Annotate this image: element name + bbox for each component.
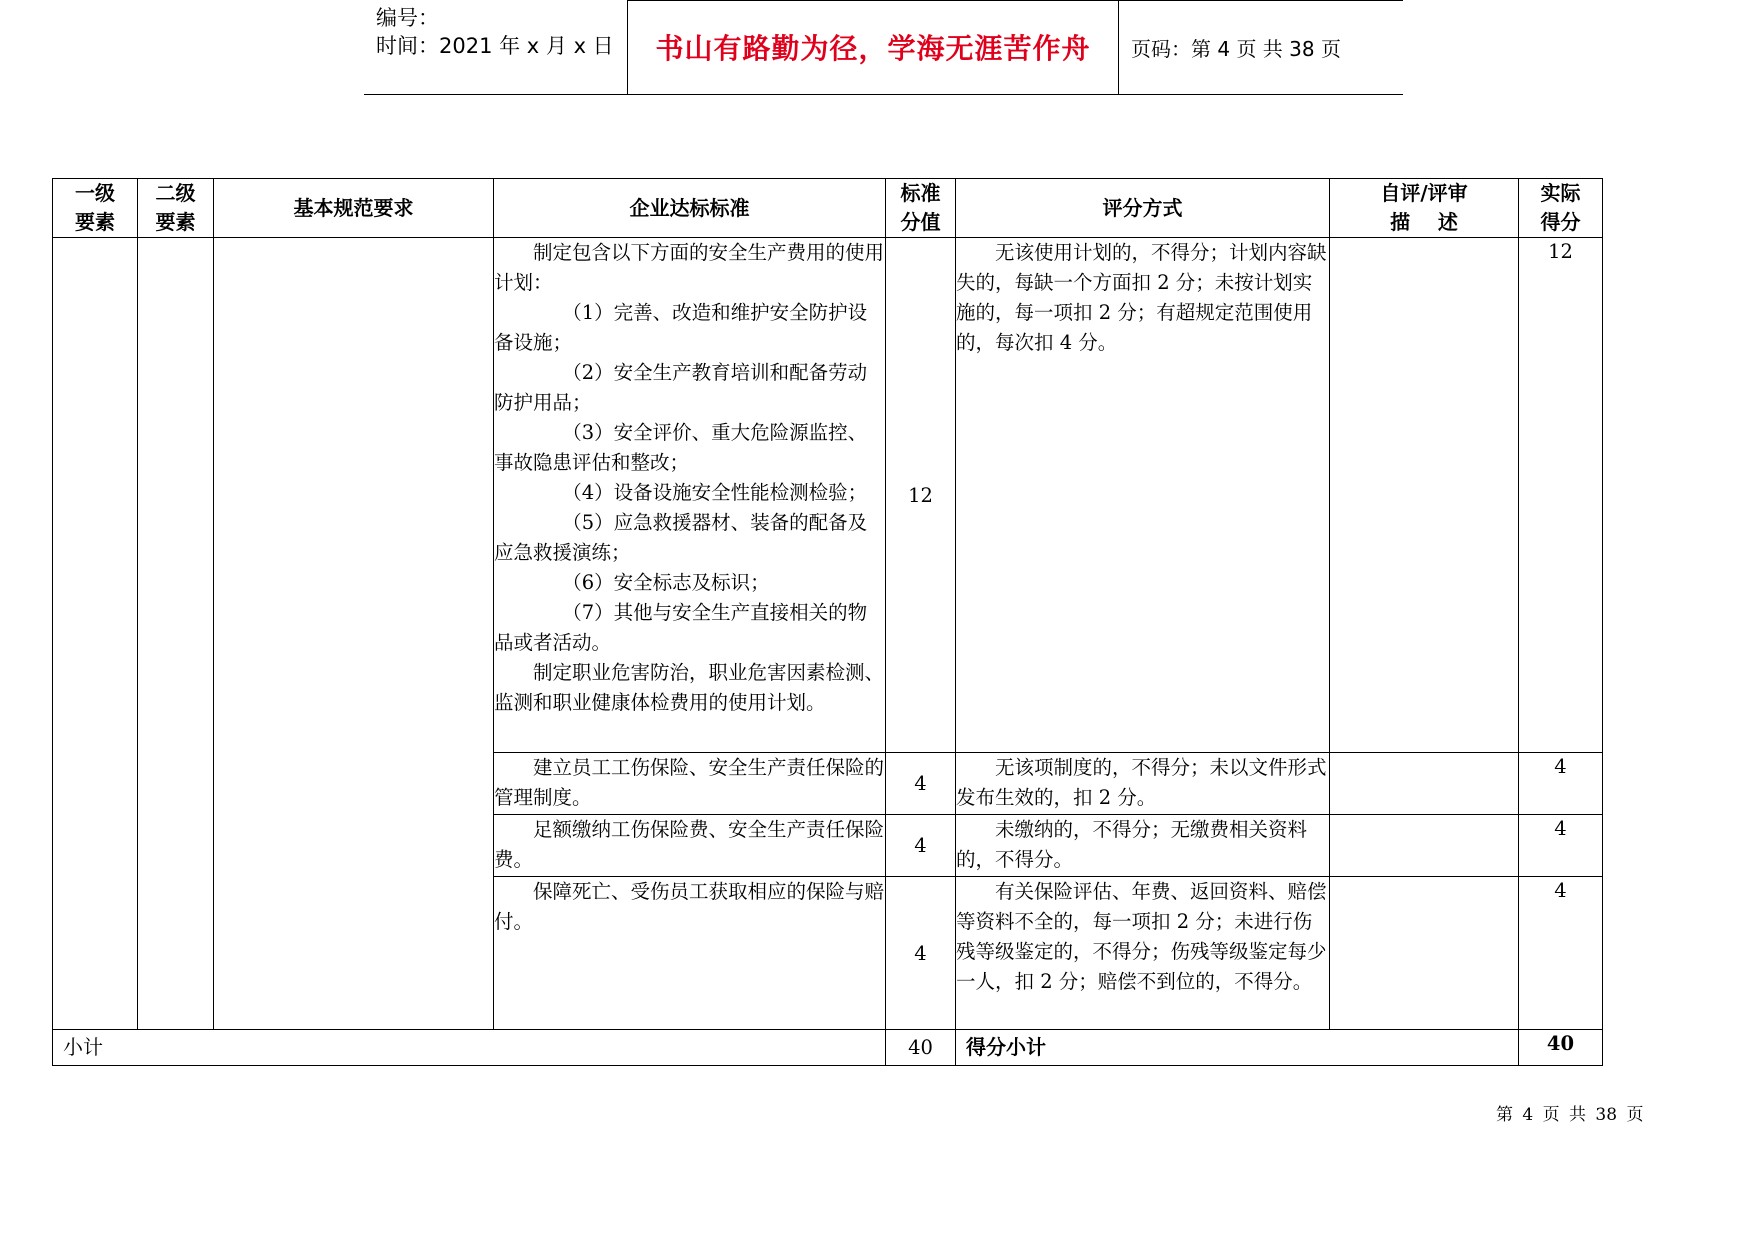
review-description-cell — [1330, 238, 1519, 753]
standard-text: （5）应急救援器材、装备的配备及应急救援演练； — [494, 511, 868, 564]
standard-cell — [494, 753, 886, 815]
standard-text: 制定包含以下方面的安全生产费用的使用计划： — [494, 241, 885, 294]
standard-value: 4 — [886, 815, 956, 877]
standard-text: （2）安全生产教育培训和配备劳动防护用品； — [494, 361, 868, 414]
col-header-review-description: 自评/评审 描 述 — [1330, 179, 1519, 238]
scoring-method-cell — [956, 753, 1330, 815]
scoring-method-text: 有关保险评估、年费、返回资料、赔偿等资料不全的，每一项扣 2 分；未进行伤残等级鉴定的，不得分；伤残等级鉴定每少一人，扣 2 分；赔偿不到位的，不得分。 — [956, 880, 1327, 993]
actual-score: 4 — [1519, 877, 1603, 1030]
subtotal-value: 40 — [886, 1030, 956, 1066]
page-header — [364, 0, 1403, 95]
col-header-basic-requirement: 基本规范要求 — [214, 179, 494, 238]
standard-cell — [494, 815, 886, 877]
standard-text: （4）设备设施安全性能检测检验； — [562, 481, 868, 504]
standard-cell — [494, 238, 886, 753]
standard-text: 足额缴纳工伤保险费、安全生产责任保险费。 — [494, 818, 885, 871]
standard-text: 制定职业危害防治，职业危害因素检测、监测和职业健康体检费用的使用计划。 — [494, 661, 885, 714]
score-subtotal-label: 得分小计 — [956, 1030, 1519, 1066]
scoring-method-cell — [956, 877, 1330, 1030]
standard-cell — [494, 877, 886, 1030]
col-header-standard-value: 标准 分值 — [886, 179, 956, 238]
standard-text: （6）安全标志及标识； — [562, 571, 770, 594]
document-number-label: 编号： — [376, 6, 439, 30]
col-header-enterprise-standard: 企业达标标准 — [494, 179, 886, 238]
header-motto: 书山有路勤为径，学海无涯苦作舟 — [655, 32, 1091, 65]
actual-score: 12 — [1519, 238, 1603, 753]
standard-text: （1）完善、改造和维护安全防护设备设施； — [494, 301, 868, 354]
standard-text: 保障死亡、受伤员工获取相应的保险与赔付。 — [494, 880, 885, 933]
review-description-cell — [1330, 877, 1519, 1030]
level1-cell — [53, 238, 138, 1030]
subtotal-row — [53, 1030, 1603, 1066]
review-description-cell — [1330, 815, 1519, 877]
scoring-method-text: 未缴纳的，不得分；无缴费相关资料的，不得分。 — [956, 818, 1308, 871]
standard-value: 12 — [886, 238, 956, 753]
standard-value: 4 — [886, 753, 956, 815]
scoring-method-text: 无该使用计划的，不得分；计划内容缺失的，每缺一个方面扣 2 分；未按计划实施的，每一项扣 2 分；有超规定范围使用的，每次扣 4 分。 — [956, 241, 1327, 354]
col-header-level2: 二级 要素 — [138, 179, 214, 238]
header-page-number: 页码：第 4 页 共 38 页 — [1131, 36, 1341, 61]
review-description-cell — [1330, 753, 1519, 815]
col-header-level1: 一级 要素 — [53, 179, 138, 238]
col-header-scoring-method: 评分方式 — [956, 179, 1330, 238]
standard-value: 4 — [886, 877, 956, 1030]
table-header-row — [53, 179, 1603, 238]
header-divider — [1118, 0, 1119, 94]
evaluation-table — [52, 178, 1603, 1066]
standard-text: （3）安全评价、重大危险源监控、事故隐患评估和整改； — [494, 421, 868, 474]
standard-text: （7）其他与安全生产直接相关的物品或者活动。 — [494, 601, 868, 654]
page-footer-number: 第 4 页 共 38 页 — [1496, 1105, 1644, 1125]
actual-score: 4 — [1519, 815, 1603, 877]
document-date: 时间：2021 年 x 月 x 日 — [376, 34, 614, 58]
scoring-method-cell — [956, 815, 1330, 877]
subtotal-label: 小计 — [53, 1030, 886, 1066]
scoring-method-text: 无该项制度的，不得分；未以文件形式发布生效的，扣 2 分。 — [956, 756, 1327, 809]
col-header-actual-score: 实际 得分 — [1519, 179, 1603, 238]
table-row — [53, 238, 1603, 753]
actual-score: 4 — [1519, 753, 1603, 815]
scoring-method-cell — [956, 238, 1330, 753]
basic-requirement-cell — [214, 238, 494, 1030]
header-left — [376, 0, 616, 94]
standard-text: 建立员工工伤保险、安全生产责任保险的管理制度。 — [494, 756, 885, 809]
level2-cell — [138, 238, 214, 1030]
score-subtotal: 40 — [1519, 1030, 1603, 1066]
